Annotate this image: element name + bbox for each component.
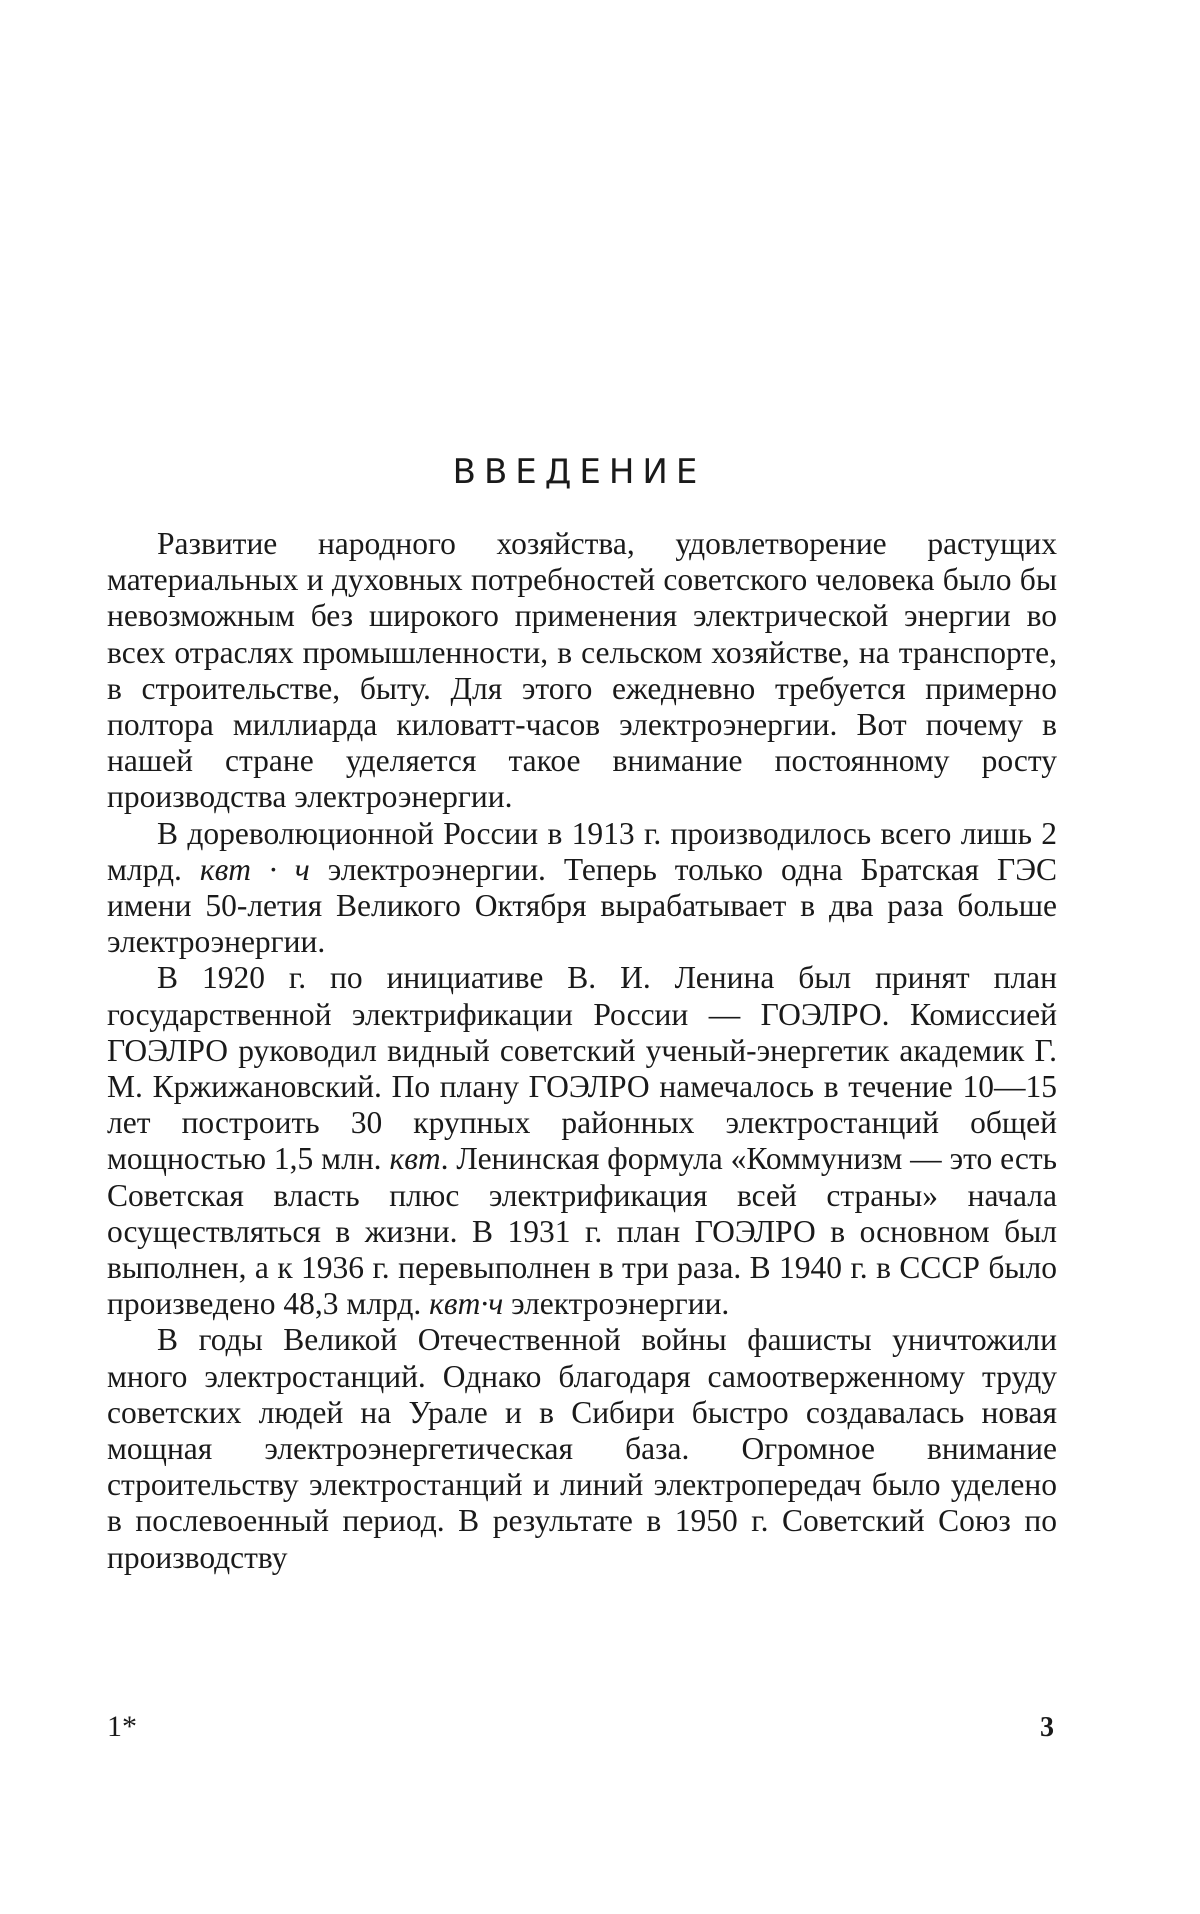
paragraph-3-part-2: . Ленинская формула «Коммунизм — это есть Советская власть плюс электрификация всей страны» начала осуществляться в жизни. В 1931 г. план ГОЭЛРО в основном был выполнен, а к 1936 г. перевыполнен в три раза. В 1940 г. в СССР было произведено 48,3 млрд.: [107, 1141, 1057, 1322]
paragraph-2: [107, 816, 1057, 961]
paragraph-3-part-1: В 1920 г. по инициативе В. И. Ленина был принят план государственной электрификации России — ГОЭЛРО. Комиссией ГОЭЛРО руководил видный советский ученый-энергетик академик Г. М. Кржижановский. По плану ГОЭЛРО намечалось в течение 10—15 лет построить 30 крупных районных электростанций общей мощностью 1,5 млн.: [107, 960, 1057, 1177]
paragraph-3-part-3: электроэнергии.: [503, 1286, 730, 1322]
unit-kw: квт: [389, 1141, 441, 1177]
page-number: 3: [1040, 1712, 1054, 1743]
paragraph-2-part-2: электроэнергии. Теперь только одна Братская ГЭС имени 50-летия Великого Октября вырабатывает в два раза больше электроэнергии.: [107, 851, 1058, 960]
unit-kwh: квт · ч: [199, 851, 310, 887]
chapter-heading: ВВЕДЕНИЕ: [452, 452, 706, 492]
paragraph-3: [107, 960, 1057, 1322]
unit-kwh-2: квт·ч: [429, 1286, 504, 1322]
paragraph-1: Развитие народного хозяйства, удовлетворение растущих материальных и духовных потребностей советского человека было бы невозможным без широкого применения электрической энергии во всех отраслях промышленности, в сельском хозяйстве, на транспорте, в строительстве, быту. Для этого ежедневно требуется примерно полтора миллиарда киловатт-часов электроэнергии. Вот почему в нашей стране уделяется такое внимание постоянному росту производства электроэнергии.: [107, 526, 1057, 815]
signature-mark: 1*: [107, 1710, 137, 1743]
body-text: [107, 526, 1057, 1576]
paragraph-2-part-1: В дореволюционной России в 1913 г. производилось всего лишь 2 млрд.: [107, 815, 1057, 887]
paragraph-4: В годы Великой Отечественной войны фашисты уничтожили много электростанций. Однако благодаря самоотверженному труду советских людей на Урале и в Сибири быстро создавалась новая мощная электроэнергетическая база. Огромное внимание строительству электростанций и линий электропередач было уделено в послевоенный период. В результате в 1950 г. Советский Союз по производству: [107, 1322, 1057, 1575]
